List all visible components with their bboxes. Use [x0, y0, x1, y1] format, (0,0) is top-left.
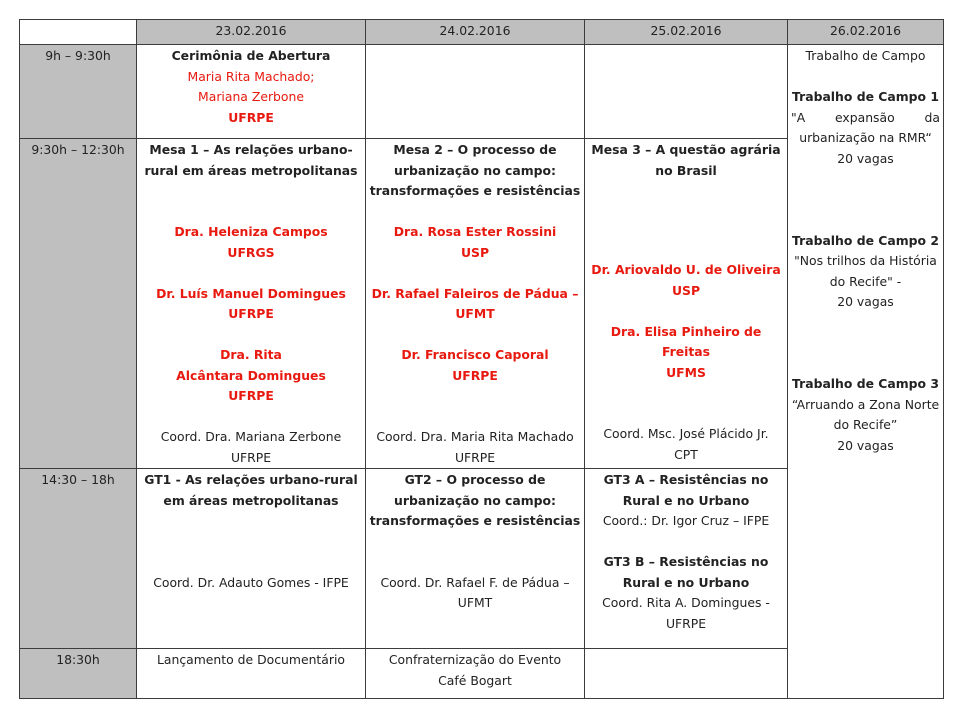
fieldwork-cell — [788, 45, 944, 699]
coordinator: Coord. Dra. Maria Rita Machado — [376, 429, 574, 444]
speaker-name: Dr. Luís Manuel Domingues — [156, 285, 346, 301]
gt2-title: GT2 – O processo de urbanização no campo: transformações e resistências — [369, 472, 581, 528]
time-cell: 9h – 9:30h — [20, 45, 137, 139]
evening-cell-2 — [366, 649, 585, 699]
fieldwork-1-desc: "A expansão da urbanização na RMR“ — [791, 109, 940, 145]
speaker-institution: UFRPE — [228, 388, 274, 403]
opening-speaker: Maria Rita Machado; — [187, 68, 315, 84]
gt1-title: GT1 - As relações urbano-rural em áreas metropolitanas — [144, 472, 358, 508]
corner-cell — [20, 20, 137, 45]
fieldwork-2-desc: "Nos trilhos da História do Recife" - — [794, 253, 937, 289]
coordinator-institution: CPT — [674, 446, 698, 462]
gt1-cell — [137, 469, 366, 649]
speaker-name: Dra. Rita — [220, 347, 282, 362]
speaker-institution: UFMS — [666, 364, 706, 380]
opening-speaker: Mariana Zerbone — [198, 89, 304, 104]
opening-institution: UFRPE — [228, 109, 274, 125]
mesa3-title: Mesa 3 – A questão agrária no Brasil — [591, 142, 781, 178]
date-header-4: 26.02.2016 — [788, 20, 944, 45]
date-header-1: 23.02.2016 — [137, 20, 366, 45]
speaker-name: Dr. Rafael Faleiros de Pádua – — [371, 285, 579, 301]
speaker-name: Dra. Heleniza Campos — [174, 224, 328, 239]
speaker-name: Dr. Francisco Caporal — [401, 347, 549, 362]
header-row — [20, 20, 944, 45]
speaker-name: Alcântara Domingues — [176, 367, 326, 383]
time-cell: 18:30h — [20, 649, 137, 699]
gt3-cell — [585, 469, 788, 649]
evening-event: Confraternização do Evento — [388, 652, 562, 667]
speaker-institution: UFRPE — [452, 367, 498, 383]
speaker-institution: UFRPE — [228, 306, 274, 321]
gt3a-title: GT3 A – Resistências no Rural e no Urbano — [603, 472, 769, 508]
coordinator: Coord. Msc. José Plácido Jr. — [603, 426, 769, 441]
fieldwork-2-title: Trabalho de Campo 2 — [792, 232, 939, 248]
coordinator: Coord. Dr. Rafael F. de Pádua – — [380, 574, 570, 590]
empty-cell — [366, 45, 585, 139]
time-cell: 9:30h – 12:30h — [20, 139, 137, 469]
fieldwork-3-title: Trabalho de Campo 3 — [792, 376, 939, 391]
mesa2-cell — [366, 139, 585, 469]
speaker-institution: USP — [460, 244, 490, 260]
schedule-table — [19, 19, 944, 699]
fieldwork-1-vagas: 20 vagas — [837, 150, 894, 166]
row-opening — [20, 45, 944, 139]
coordinator: Coord.: Dr. Igor Cruz – IFPE — [602, 513, 770, 528]
mesa1-cell — [137, 139, 366, 469]
fieldwork-heading: Trabalho de Campo — [805, 48, 926, 63]
fieldwork-3-vagas: 20 vagas — [837, 437, 894, 453]
gt3b-title: GT3 B – Resistências no Rural e no Urbano — [603, 554, 769, 590]
date-header-3: 25.02.2016 — [585, 20, 788, 45]
fieldwork-1-title: Trabalho de Campo 1 — [792, 89, 939, 104]
speaker-name: Dra. Rosa Ester Rossini — [393, 224, 557, 239]
coordinator-institution: UFMT — [457, 595, 493, 610]
speaker-institution: UFRGS — [227, 244, 275, 260]
mesa3-cell — [585, 139, 788, 469]
mesa2-title: Mesa 2 – O processo de urbanização no campo: transformações e resistências — [369, 142, 581, 198]
evening-venue: Café Bogart — [438, 672, 512, 688]
mesa1-title: Mesa 1 – As relações urbano-rural em áreas metropolitanas — [144, 142, 358, 178]
gt2-cell — [366, 469, 585, 649]
evening-event: Lançamento de Documentário — [156, 652, 345, 667]
time-cell: 14:30 – 18h — [20, 469, 137, 649]
speaker-institution: USP — [671, 282, 701, 298]
speaker-institution: UFMT — [455, 306, 495, 321]
opening-title: Cerimônia de Abertura — [171, 48, 331, 63]
coordinator-institution: UFRPE — [230, 449, 272, 465]
fieldwork-2-vagas: 20 vagas — [837, 294, 894, 309]
coordinator-institution: UFRPE — [454, 449, 496, 465]
fieldwork-3-desc: “Arruando a Zona Norte do Recife” — [791, 396, 940, 432]
empty-cell — [585, 649, 788, 699]
date-header-2: 24.02.2016 — [366, 20, 585, 45]
evening-cell-1 — [137, 649, 366, 699]
speaker-name: Dr. Ariovaldo U. de Oliveira — [591, 262, 781, 277]
empty-cell — [585, 45, 788, 139]
opening-cell — [137, 45, 366, 139]
coordinator: Coord. Rita A. Domingues - UFRPE — [602, 595, 770, 631]
coordinator: Coord. Dr. Adauto Gomes - IFPE — [153, 574, 349, 590]
speaker-name: Dra. Elisa Pinheiro de Freitas — [610, 323, 762, 359]
coordinator: Coord. Dra. Mariana Zerbone — [160, 429, 342, 444]
